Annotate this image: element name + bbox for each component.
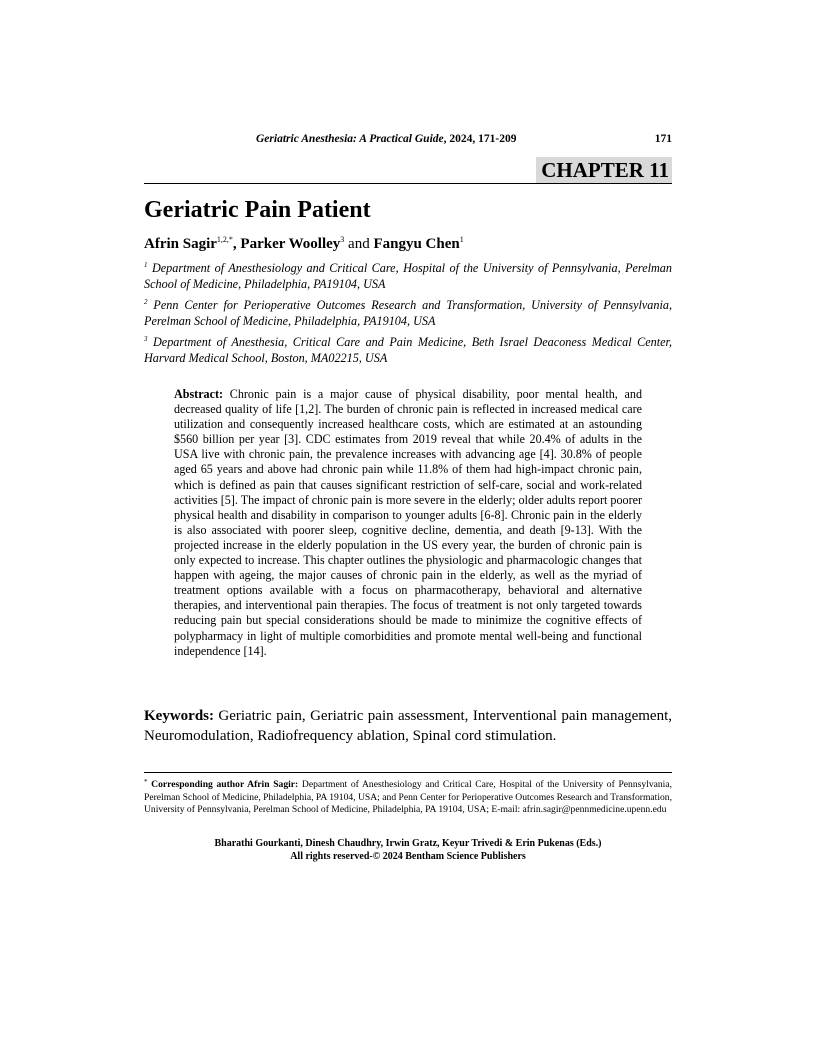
publisher-credits bbox=[144, 838, 672, 863]
footnote-text: Department of Anesthesiology and Critical Care, Hospital of the University of Pennsylvania, Perelman School of Medicine, Philadelphia, PA 19104, USA; and Penn Center for Perioperative Outcomes Research and Transformation, University of Pennsylvania, Perelman School of Medicine, Philadelphia, PA 19104, USA; E-mail: afrin.sagir@pennmedicine.upenn.edu bbox=[144, 779, 673, 816]
rights-line: All rights reserved-© 2024 Bentham Science Publishers bbox=[290, 850, 526, 862]
author-name: Fangyu Chen bbox=[373, 236, 460, 252]
affiliation-text: Department of Anesthesiology and Critical Care, Hospital of the University of Pennsylvania, Perelman School of Medicine, Philadelphia, PA19104, USA bbox=[144, 261, 672, 291]
footnote-label: Corresponding author Afrin Sagir: bbox=[147, 779, 299, 790]
author-name: Afrin Sagir bbox=[144, 236, 217, 252]
footnote bbox=[144, 776, 672, 817]
author-separator: , bbox=[232, 236, 241, 252]
affiliation-text: Department of Anesthesia, Critical Care and Pain Medicine, Beth Israel Deaconess Medical Center, Harvard Medical School, Boston, MA02215, USA bbox=[144, 335, 672, 365]
keywords-text: Geriatric pain, Geriatric pain assessment, Interventional pain management, Neuromodulation, Radiofrequency ablation, Spinal cord stimulation. bbox=[144, 708, 672, 744]
affiliation-number: 2 bbox=[144, 298, 148, 306]
abstract-text: Chronic pain is a major cause of physical disability, poor mental health, and decreased quality of life [1,2]. The burden of chronic pain is reflected in increased medical care utilization and consequently increased healthcare costs, which are estimated at an astounding $560 billion per year [3]. CDC estimates from 2019 reveal that while 20.4% of adults in the USA live with chronic pain, the prevalence increases with advancing age [4]. 30.8% of people aged 65 years and above had chronic pain while 11.8% of them had high-impact chronic pain, which is defined as pain that causes significant restriction of self-care, social and work-related activities [5]. The impact of chronic pain is more severe in the elderly; older adults report poorer physical health and disability in comparison to younger adults [6-8]. Chronic pain in the elderly is also associated with poorer sleep, cognitive decline, dementia, and death [9-13]. With the projected increase in the elderly population in the US every year, the burden of chronic pain is only expected to increase. This chapter outlines the physiologic and pharmacologic changes that happen with ageing, the major causes of chronic pain in the elderly, as well as the myriad of treatment options available with a focus on pharmacotherapy, behavioral and alternative therapies, and interventional pain therapies. The focus of treatment is not only targeted towards reducing pain but special considerations should be made to minimize the cognitive effects of polypharmacy in light of multiple comorbidities and promote mental well-being and functional independence [14]. bbox=[174, 387, 642, 658]
chapter-header bbox=[144, 157, 672, 185]
chapter-label: CHAPTER 11 bbox=[536, 157, 672, 183]
affiliation bbox=[144, 294, 672, 329]
page-number: 171 bbox=[654, 133, 672, 145]
affiliations bbox=[144, 257, 672, 368]
author-separator: and bbox=[344, 236, 374, 252]
abstract-label: Abstract: bbox=[174, 387, 224, 401]
author-affiliation-mark: 1,2,* bbox=[216, 235, 233, 244]
keywords-label: Keywords: bbox=[144, 708, 214, 724]
affiliation-number: 1 bbox=[144, 261, 148, 269]
footnote-mark: * bbox=[144, 778, 148, 786]
affiliation bbox=[144, 331, 672, 366]
affiliation-number: 3 bbox=[144, 335, 148, 343]
running-head-citation bbox=[256, 133, 516, 145]
abstract bbox=[174, 387, 642, 659]
author-list bbox=[144, 235, 464, 253]
keywords bbox=[144, 706, 672, 746]
author-affiliation-mark: 3 bbox=[340, 235, 345, 244]
author-name: Parker Woolley bbox=[240, 236, 341, 252]
author-affiliation-mark: 1 bbox=[459, 235, 464, 244]
citation-details: , 2024, 171-209 bbox=[443, 133, 517, 145]
affiliation-text: Penn Center for Perioperative Outcomes Research and Transformation, University of Pennsylvania, Perelman School of Medicine, Philadelphia, PA19104, USA bbox=[144, 298, 672, 328]
editors-line: Bharathi Gourkanti, Dinesh Chaudhry, Irwin Gratz, Keyur Trivedi & Erin Pukenas (Eds.) bbox=[214, 838, 602, 849]
affiliation bbox=[144, 257, 672, 292]
book-title: Geriatric Anesthesia: A Practical Guide bbox=[256, 133, 444, 145]
chapter-rule bbox=[144, 183, 672, 184]
chapter-title: Geriatric Pain Patient bbox=[144, 197, 371, 223]
footnote-rule bbox=[144, 772, 672, 773]
